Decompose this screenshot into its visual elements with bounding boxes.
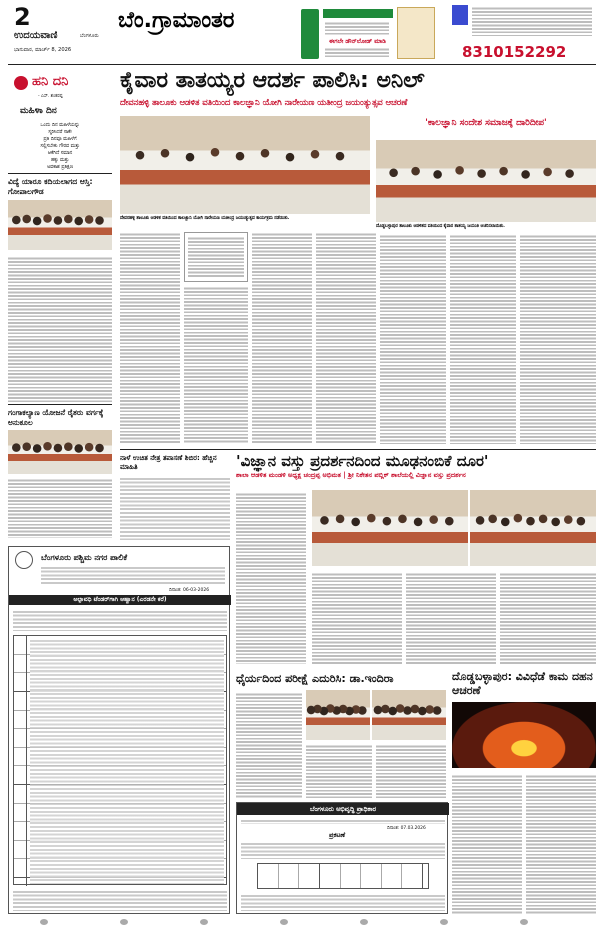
notice-title: ಪ್ರಕಟಣೆ (329, 831, 346, 839)
section-title: ಬೆಂ.ಗ್ರಾಮಾಂತರ (118, 8, 235, 33)
ad-banner (323, 9, 393, 18)
exam-headline: ಧೈರ್ಯದಿಂದ ಪರೀಕ್ಷೆ ಎದುರಿಸಿ: ಡಾ.ಇಂದಿರಾ (236, 672, 394, 685)
middle-text-col-3 (406, 572, 496, 664)
main-headline-block (120, 68, 596, 112)
exam-text-col-2 (306, 744, 372, 798)
sidebar-photo-2 (8, 430, 112, 474)
drop-icon (14, 76, 28, 90)
poem-author: - ಎಸ್. ಶಂಕರಪ್ಪ (38, 94, 63, 99)
sidebar-headline-1: ವಿದ್ಯೆ ಯಾರೂ ಕದಿಯಲಾಗದ ಆಸ್ತಿ: ಗೋಪಾಲಗೌಡ (8, 177, 93, 196)
main-text-col-1 (120, 232, 180, 444)
dateline: ಭಾನುವಾರ, ಮಾರ್ಚ್ 8, 2026 (14, 47, 72, 53)
middle-photo-1 (312, 490, 468, 566)
main-text-col-3 (252, 232, 312, 444)
sidebar-headline-2: ಗಂಗಾಕಲ್ಯಾಣ ಯೋಜನೆ ರೈತರು ವರ್ಗಕ್ಕೆ ಅನುಕೂಲ (8, 408, 104, 427)
contact-ad[interactable] (452, 3, 596, 61)
exam-photo-2 (372, 690, 446, 740)
right-text-col-2 (450, 234, 516, 444)
phone-graphic (301, 9, 319, 59)
right-headline: 'ಕಾಲಜ್ಞಾನಿ ಸಂದೇಶ ಸಮಾಜಕ್ಕೆ ದಾರಿದೀಪ' (425, 118, 547, 128)
sidebar-photo-1 (8, 200, 112, 250)
ad-phone-number: 8310152292 (462, 43, 567, 61)
right-text-col-3 (520, 234, 596, 444)
holi-text-col-1 (452, 774, 522, 914)
middle-headline-block (236, 452, 596, 486)
holi-text-col-2 (526, 774, 596, 914)
ad-download-text: ಈಗಲೇ ಡೌನ್‌ಲೋಡ್ ಮಾಡಿ (329, 38, 386, 45)
main-text-col-2 (184, 286, 248, 444)
middle-text-col-4 (500, 572, 596, 664)
brand-name: ಉದಯವಾಣಿ (14, 30, 58, 41)
middle-text-col-2 (312, 572, 402, 664)
poem-body: ಒಂದು ದಿನ ಮಹಿಳೆಯನ್ನು ಸ್ಮರಿಸಿದರೆ ಸಾಕೇ ಪ್ರತಿ ದಿನವೂ ಮಹಿಳೆಗೆ ಸಲ್ಲಿಸಬೇಕು ಗೌರವ ಮತ್ತು ಆಕೆಗಿದೆ ಸಮಾನ ಹಕ್ಕು ಮತ್ತು ಅವಕಾಶ ಪ್ರತಿಕ್ಷಣ (40, 123, 80, 170)
left-sidebar (8, 70, 112, 540)
main-photo-caption: ದೇವನಹಳ್ಳಿ ತಾಲೂಕು ಆಡಳಿತ ವತಿಯಿಂದ ಕಾಲಜ್ಞಾನಿ ಯೋಗಿ ನಾರೇಯಣ ಯತೀಂದ್ರ ಜಯಂತ್ಯುತ್ಸವ ಕಾರ್ಯಕ್ರಮ ನಡೆಯಿತು. (120, 216, 290, 221)
ad-box (397, 7, 435, 59)
holi-headline: ದೊಡ್ಡಬಳ್ಳಾಪುರ: ವಿವಿಧೆಡೆ ಕಾಮ ದಹನ ಆಚರಣೆ (452, 670, 593, 697)
notice-org: ಬೆಂಗಳೂರು ಅಭಿವೃದ್ಧಿ ಪ್ರಾಧಿಕಾರ (237, 803, 449, 815)
page-number: 2 (14, 3, 31, 31)
app-ad[interactable] (301, 3, 437, 61)
emblem-icon (15, 551, 33, 569)
tender-org: ಬೆಂಗಳೂರು ಪಶ್ಚಿಮ ನಗರ ಪಾಲಿಕೆ (41, 553, 128, 562)
small-story-text (120, 476, 230, 540)
main-text-col-4 (316, 232, 376, 444)
exam-text-col-1 (236, 692, 302, 798)
exam-text-col-3 (376, 744, 446, 798)
poem-title: ಮಹಿಳಾ ದಿನ (20, 106, 57, 116)
middle-headline: 'ವಿಜ್ಞಾನ ವಸ್ತು ಪ್ರದರ್ಶನದಿಂದ ಮೂಢನಂಬಿಕೆ ದೂರ' (236, 452, 489, 470)
middle-text-col-1 (236, 492, 306, 664)
notice-table (257, 863, 429, 889)
sidebar-text-2 (8, 478, 112, 538)
print-registration-strip (0, 916, 600, 928)
tender-title: ಅಲ್ಪಾವಧಿ ಟೆಂಡರ್‌ಗಾಗಿ ಆಹ್ವಾನ (ಎರಡನೇ ಕರೆ) (9, 595, 231, 605)
right-photo (376, 140, 596, 222)
tender-table (13, 635, 227, 885)
right-photo-caption: ದೊಡ್ಡಬಳ್ಳಾಪುರ ತಾಲೂಕು ಆಡಳಿತದ ವತಿಯಿಂದ ಕೈವಾರ ತಾತಯ್ಯ ಜಯಂತಿ ಆಚರಿಸಲಾಯಿತು. (376, 224, 505, 229)
notice-ad (236, 802, 448, 914)
masthead (0, 0, 600, 66)
main-photo (120, 116, 370, 214)
pull-quote (184, 232, 248, 282)
exam-photo-1 (306, 690, 370, 740)
main-headline: ಕೈವಾರ ತಾತಯ್ಯರ ಆದರ್ಶ ಪಾಲಿಸಿ: ಅನಿಲ್ (120, 68, 425, 93)
main-subheadline: ದೇವನಹಳ್ಳಿ ತಾಲೂಕು ಆಡಳಿತ ವತಿಯಿಂದ ಕಾಲಜ್ಞಾನಿ ಯೋಗಿ ನಾರೇಯಣ ಯತೀಂದ್ರ ಜಯಂತ್ಯುತ್ಸವ ಆಚರಣೆ (120, 97, 408, 107)
right-text-col-1 (380, 234, 446, 444)
notice-date: ದಿನಾಂಕ: 07.03.2026 (387, 826, 426, 831)
middle-photo-2 (470, 490, 596, 566)
small-story-headline: ನಾಳೆ ಉಚಿತ ನೇತ್ರ ತಪಾಸಣೆ ಶಿಬಿರ: ಹೆಚ್ಚಿನ ಮಾಹಿತಿ (120, 454, 217, 471)
tender-ad (8, 546, 230, 914)
holi-fire-photo (452, 702, 596, 768)
city-label: ಬೆಂಗಳೂರು (80, 33, 99, 39)
hani-dani-logo: ಹನಿ ದನಿ - ಎಸ್. ಶಂಕರಪ್ಪ (8, 72, 112, 102)
tender-date: ದಿನಾಂಕ: 06-03-2026 (169, 588, 210, 593)
sidebar-text-1 (8, 256, 112, 402)
middle-subheadline: ಶಾಲಾ ಆಡಳಿತ ಮಂಡಳಿ ಅಧ್ಯಕ್ಷ ಚಂದ್ರಪ್ಪ ಅಭಿಮತ | ಶ್ರೀ ನಿಕೇತನ ಪಬ್ಲಿಕ್ ಶಾಲೆಯಲ್ಲಿ ವಿಜ್ಞಾನ ವಸ್ತು ಪ್ರದರ್ಶನ (236, 471, 466, 479)
